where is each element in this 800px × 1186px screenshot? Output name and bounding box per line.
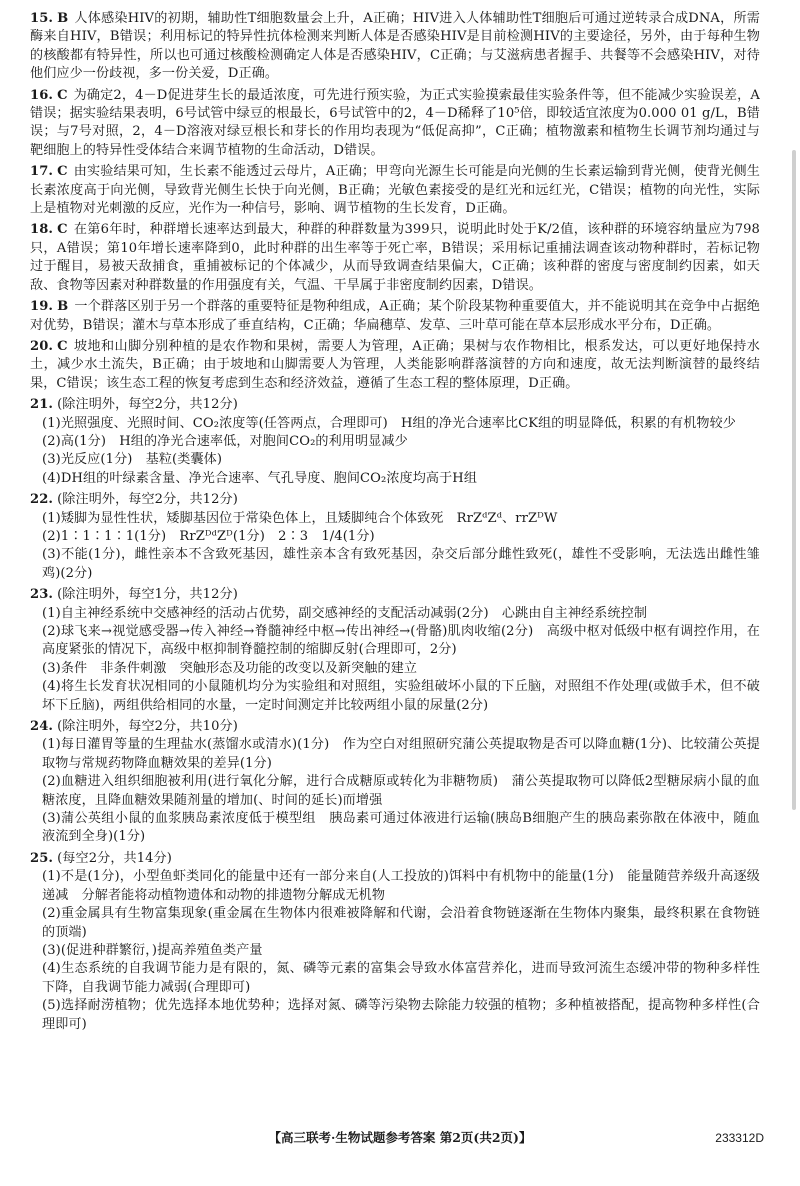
question-15	[30, 10, 760, 84]
question-number: 24.	[30, 719, 54, 735]
answer-line: (3)蒲公英组小鼠的血浆胰岛素浓度低于模型组 胰岛素可通过体液进行运输(胰岛B细胞产生的胰岛素弥散在体液中，随血液流到全身)(1分)	[42, 811, 760, 845]
question-25	[30, 850, 760, 1034]
answer-line: (2)重金属具有生物富集现象(重金属在生物体内很难被降解和代谢，会沿着食物链逐渐在生物体内聚集，最终积累在食物链的顶端)	[42, 906, 760, 940]
question-number: 25.	[30, 850, 54, 866]
question-number: 15.	[30, 11, 54, 26]
vertical-scrollbar[interactable]	[792, 150, 796, 810]
answer-choice: B	[57, 299, 69, 315]
answer-line: (4)DH组的叶绿素含量、净光合速率、气孔导度、胞间CO₂浓度均高于H组	[42, 470, 478, 486]
footer-document-code: 233312D	[715, 1131, 764, 1145]
answer-line: (1)光照强度、光照时间、CO₂浓度等(任答两点，合理即可) H组的净光合速率比CK组的明显降低，积累的有机物较少	[42, 415, 736, 431]
question-number: 20.	[30, 338, 54, 354]
answer-line: (4)将生长发育状况相同的小鼠随机均分为实验组和对照组，实验组破坏小鼠的下丘脑，对照组不作处理(或做手术，但不破坏下丘脑)，两组供给相同的水量，一定时间测定并比较两组小鼠的尿量(2分)	[42, 679, 760, 713]
question-number: 16.	[30, 87, 54, 103]
answer-choice: B	[57, 11, 69, 26]
answer-line: (3)(促进种群繁衍，)提高养殖鱼类产量	[42, 942, 263, 958]
question-22	[30, 491, 760, 583]
question-header: (除注明外，每空1分，共12分)	[57, 587, 238, 603]
question-number: 17.	[30, 164, 54, 180]
answer-line: (5)选择耐涝植物；优先选择本地优势种；选择对氮、磷等污染物去除能力较强的植物；多种植被搭配，提高物种多样性(合理即可)	[42, 998, 760, 1032]
question-16	[30, 87, 760, 161]
answer-explanation: 人体感染HIV的初期，辅助性T细胞数量会上升，A正确；HIV进入人体辅助性T细胞后可通过逆转录合成DNA，所需酶来自HIV，B错误；利用标记的特异性抗体检测来判断人体是否感染HIV是目前检测HIV的主要途径，另外，由于每种生物的核酸都有特异性，所以也可通过核酸检测确定人体是否感染HIV，C正确；与艾滋病患者握手、共餐等不会感染HIV，对待他们应少一份歧视，多一份关爱，D正确。	[30, 11, 760, 82]
question-21	[30, 396, 760, 488]
question-number: 19.	[30, 299, 54, 315]
question-number: 23.	[30, 587, 54, 603]
answer-explanation: 为确定2，4－D促进芽生长的最适浓度，可先进行预实验，为正式实验摸索最佳实验条件等，但不能减少实验误差，A错误；据实验结果表明，6号试管中绿豆的根最长，6号试管中的2，4－D稀释了10⁵倍，即较适宜浓度为0.000 01 g/L，B错误；与7号对照，2，4－D溶液对绿豆根长和芽长的作用均表现为“低促高抑”，C正确；植物激素和植物生长调节剂均通过与靶细胞上的特异性受体结合来调节植物的生命活动，D错误。	[30, 87, 760, 158]
question-24	[30, 718, 760, 847]
answer-line: (2)血糖进入组织细胞被利用(进行氧化分解，进行合成糖原或转化为非糖物质) 蒲公英提取物可以降低2型糖尿病小鼠的血糖浓度，且降血糖效果随剂量的增加(、时间的延长)而增强	[42, 774, 760, 808]
question-number: 18.	[30, 222, 54, 238]
question-header: (每空2分，共14分)	[57, 850, 172, 866]
question-header: (除注明外，每空2分，共12分)	[57, 492, 238, 508]
question-17	[30, 163, 760, 218]
answer-line: (1)每日灌胃等量的生理盐水(蒸馏水或清水)(1分) 作为空白对组照研究蒲公英提取物是否可以降血糖(1分)、比较蒲公英提取物与常规药物降血糖效果的差异(1分)	[42, 737, 760, 771]
footer-title: 【高三联考·生物试题参考答案	[268, 1130, 436, 1145]
answer-line: (1)自主神经系统中交感神经的活动占优势，副交感神经的支配活动减弱(2分) 心跳由自主神经系统控制	[42, 605, 648, 621]
question-18	[30, 221, 760, 295]
answer-line: (2)球飞来→视觉感受器→传入神经→脊髓神经中枢→传出神经→(骨骼)肌肉收缩(2分) 高级中枢对低级中枢有调控作用，在高度紧张的情况下，高级中枢抑制脊髓控制的缩脚反射(合理即可，2分)	[42, 624, 760, 658]
answer-line: (1)不是(1分)，小型鱼虾类同化的能量中还有一部分来自(人工投放的)饵料中有机物中的能量(1分) 能量随营养级升高逐级递减 分解者能将动植物遗体和动物的排遗物分解成无机物	[42, 869, 760, 903]
question-header: (除注明外，每空2分，共12分)	[57, 397, 238, 413]
answer-choice: C	[57, 338, 68, 354]
answer-choice: C	[57, 164, 68, 180]
question-19	[30, 298, 760, 335]
question-20	[30, 338, 760, 393]
page-footer	[0, 1126, 800, 1150]
answer-explanation: 一个群落区别于另一个群落的重要特征是物种组成，A正确；某个阶段某物种重要值大，并不能说明其在竞争中占据绝对优势，B错误；灌木与草本形成了垂直结构，C正确；华扁穗草、发草、三叶草可能在草本层形成水平分布，D正确。	[30, 299, 760, 333]
answer-line: (2)1∶1∶1∶1(1分) RrZᴰᵈZᴰ(1分) 2∶3 1/4(1分)	[42, 528, 375, 544]
answer-line: (2)高(1分) H组的净光合速率低，对胞间CO₂的利用明显减少	[42, 433, 408, 449]
answer-explanation: 在第6年时，种群增长速率达到最大，种群的种群数量为399只，说明此时处于K/2值，该种群的环境容纳量应为798只，A错误；第10年增长速率降到0，此时种群的出生率等于死亡率，B错误；采用标记重捕法调查该动物种群时，若标记物过于醒目，易被天敌捕食，重捕被标记的个体减少，从而导致调查结果偏大，C正确；该种群的密度与密度制约因素，如天敌、食物等因素对种群数量的作用强度有关，气温、干旱属于非密度制约因素，D错误。	[30, 222, 760, 293]
answer-line: (4)生态系统的自我调节能力是有限的，氮、磷等元素的富集会导致水体富营养化，进而导致河流生态缓冲带的物种多样性下降，自我调节能力减弱(合理即可)	[42, 961, 760, 995]
answer-line: (3)条件 非条件刺激 突触形态及功能的改变以及新突触的建立	[42, 660, 418, 676]
answer-choice: C	[57, 222, 68, 238]
footer-page-number: 第2页(共2页)】	[439, 1130, 532, 1145]
question-number: 21.	[30, 397, 54, 413]
question-23	[30, 586, 760, 715]
answer-explanation: 由实验结果可知，生长素不能透过云母片，A正确；甲弯向光源生长可能是向光侧的生长素运输到背光侧，使背光侧生长素浓度高于向光侧，导致背光侧生长快于向光侧，B正确；光敏色素接受的是红光和远红光，C错误；植物的向光性，实际上是植物对光刺激的反应，光作为一种信号，影响、调节植物的生长发育，D正确。	[30, 164, 760, 217]
answer-line: (3)光反应(1分) 基粒(类囊体)	[42, 452, 223, 468]
question-header: (除注明外，每空2分，共10分)	[57, 719, 238, 735]
multiple-choice-answers	[30, 10, 760, 393]
answer-line: (1)矮脚为显性性状，矮脚基因位于常染色体上，且矮脚纯合个体致死 RrZᵈZᵈ、rrZᴰW	[42, 510, 558, 526]
answer-line: (3)不能(1分)，雌性亲本不含致死基因，雄性亲本含有致死基因，杂交后部分雌性致死(，雄性不受影响，无法选出雌性雏鸡)(2分)	[42, 547, 760, 581]
question-number: 22.	[30, 492, 54, 508]
answer-explanation: 坡地和山脚分别种植的是农作物和果树，需要人为管理，A正确；果树与农作物相比，根系发达，可以更好地保持水土，减少水土流失，B正确；由于坡地和山脚需要人为管理，人类能影响群落演替的方向和速度，故无法判断演替的最终结果，C错误；该生态工程的恢复考虑到生态和经济效益，遵循了生态工程的整体原理，D正确。	[30, 338, 760, 391]
answer-choice: C	[57, 87, 68, 103]
